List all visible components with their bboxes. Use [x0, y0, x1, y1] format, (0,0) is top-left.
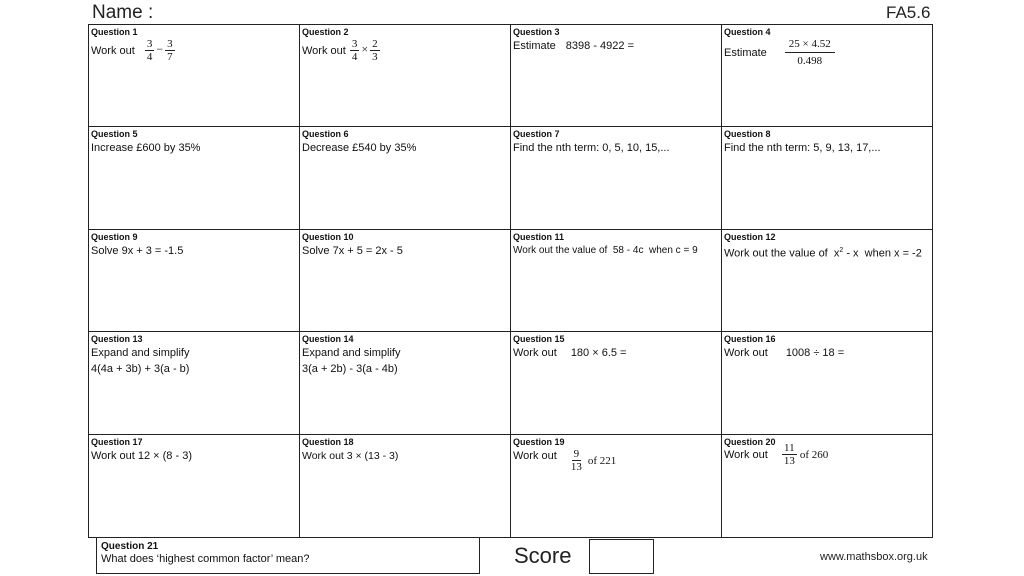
fraction-denominator: 0.498 [797, 55, 823, 67]
question-11-text: Work out the value of 58 - 4c when c = 9 [513, 245, 698, 256]
question-12-exponent: 2 [839, 247, 844, 254]
question-9-text: Solve 9x + 3 = -1.5 [91, 245, 184, 257]
question-12-text-b: - x when x = -2 [846, 247, 922, 260]
question-6-title: Question 6 [302, 129, 349, 139]
question-12-cell [722, 230, 933, 332]
question-20-suffix: of 260 [799, 448, 829, 461]
question-8-text: Find the nth term: 5, 9, 13, 17,... [724, 142, 881, 154]
question-17-text: Work out 12 × (8 - 3) [91, 450, 192, 462]
question-7-cell [511, 127, 722, 230]
question-1-cell [89, 25, 300, 127]
question-2-title: Question 2 [302, 27, 349, 37]
question-21-text: What does ‘highest common factor’ mean? [101, 553, 310, 565]
question-4-body [724, 38, 930, 67]
worksheet-code: FA5.6 [886, 3, 931, 22]
question-4-prefix: Estimate [724, 46, 767, 59]
question-20-cell [722, 435, 933, 538]
fraction-denominator: 3 [372, 51, 378, 63]
question-3-body [513, 38, 719, 54]
question-4-cell [722, 25, 933, 127]
question-15-prefix: Work out [513, 347, 557, 359]
question-4-fraction [785, 38, 835, 67]
question-7-text: Find the nth term: 0, 5, 10, 15,... [513, 142, 670, 154]
question-2-fraction-a [350, 38, 360, 63]
question-5-cell [89, 127, 300, 230]
question-17-title: Question 17 [91, 437, 143, 447]
score-label: Score [514, 543, 572, 568]
question-20-prefix: Work out [724, 448, 768, 461]
question-16-cell [722, 332, 933, 435]
question-3-cell [511, 25, 722, 127]
question-19-cell [511, 435, 722, 538]
question-5-title: Question 5 [91, 129, 138, 139]
question-15-cell [511, 332, 722, 435]
question-13-line2: 4(4a + 3b) + 3(a - b) [91, 363, 190, 375]
question-10-cell [300, 230, 511, 332]
score-box[interactable] [589, 539, 654, 574]
question-16-title: Question 16 [724, 334, 776, 344]
question-3-title: Question 3 [513, 27, 560, 37]
question-4-title: Question 4 [724, 27, 771, 37]
fraction-numerator: 11 [784, 442, 795, 454]
question-1-fraction-a [145, 38, 155, 63]
question-1-title: Question 1 [91, 27, 138, 37]
question-14-line2: 3(a + 2b) - 3(a - 4b) [302, 363, 398, 375]
question-13-title: Question 13 [91, 334, 143, 344]
question-17-cell [89, 435, 300, 538]
question-12-text [724, 243, 930, 262]
question-21-box [96, 537, 480, 574]
times-operator: × [361, 42, 369, 57]
fraction-denominator: 7 [167, 51, 173, 63]
fraction-numerator: 3 [167, 38, 173, 50]
fraction-numerator: 3 [351, 38, 358, 50]
question-3-expression: 8398 - 4922 = [565, 40, 634, 52]
question-21-title: Question 21 [101, 541, 159, 552]
fraction-denominator: 13 [783, 455, 795, 467]
question-18-cell [300, 435, 511, 538]
question-19-fraction [569, 448, 584, 473]
question-14-title: Question 14 [302, 334, 354, 344]
question-9-title: Question 9 [91, 232, 138, 242]
question-2-cell [300, 25, 511, 127]
question-11-cell [511, 230, 722, 332]
question-19-title: Question 19 [513, 437, 565, 447]
question-8-title: Question 8 [724, 129, 771, 139]
question-16-body [724, 345, 930, 361]
question-14-cell [300, 332, 511, 435]
question-6-text: Decrease £540 by 35% [302, 142, 417, 154]
website-url: www.mathsbox.org.uk [820, 551, 928, 563]
question-7-title: Question 7 [513, 129, 560, 139]
question-20-body [724, 442, 930, 467]
question-12-text-a: Work out the value of x [724, 247, 840, 260]
question-grid [88, 24, 933, 538]
question-18-title: Question 18 [302, 437, 354, 447]
question-1-fraction-b [165, 38, 175, 63]
question-10-text: Solve 7x + 5 = 2x - 5 [302, 245, 403, 257]
fraction-numerator: 3 [146, 38, 153, 50]
question-19-prefix: Work out [513, 450, 557, 462]
question-8-cell [722, 127, 933, 230]
question-2-body [302, 38, 508, 63]
question-15-expression: 180 × 6.5 = [570, 347, 627, 359]
fraction-denominator: 4 [351, 51, 358, 63]
question-1-prefix: Work out [91, 44, 135, 57]
question-16-expression: 1008 ÷ 18 = [785, 347, 845, 359]
question-9-cell [89, 230, 300, 332]
name-label: Name : [92, 2, 154, 23]
question-12-title: Question 12 [724, 232, 776, 242]
fraction-numerator: 2 [372, 38, 378, 50]
question-19-suffix: of 221 [587, 454, 617, 467]
question-10-title: Question 10 [302, 232, 354, 242]
minus-operator: − [156, 42, 164, 57]
question-6-cell [300, 127, 511, 230]
question-15-title: Question 15 [513, 334, 565, 344]
fraction-numerator: 9 [573, 448, 580, 460]
question-15-body [513, 345, 719, 361]
question-13-cell [89, 332, 300, 435]
question-20-fraction [782, 442, 797, 467]
question-20-title: Question 20 [724, 437, 776, 447]
question-2-prefix: Work out [302, 44, 346, 57]
question-5-text: Increase £600 by 35% [91, 142, 201, 154]
question-18-text: Work out 3 × (13 - 3) [302, 450, 399, 462]
fraction-denominator: 4 [146, 51, 153, 63]
fraction-denominator: 13 [570, 461, 582, 473]
question-16-prefix: Work out [724, 347, 768, 359]
question-13-line1: Expand and simplify [91, 347, 190, 359]
question-19-body [513, 448, 719, 473]
question-11-title: Question 11 [513, 232, 565, 242]
question-2-fraction-b [370, 38, 380, 63]
question-1-body [91, 38, 297, 63]
fraction-numerator: 25 × 4.52 [785, 38, 835, 53]
question-14-line1: Expand and simplify [302, 347, 401, 359]
question-3-prefix: Estimate [513, 40, 556, 52]
